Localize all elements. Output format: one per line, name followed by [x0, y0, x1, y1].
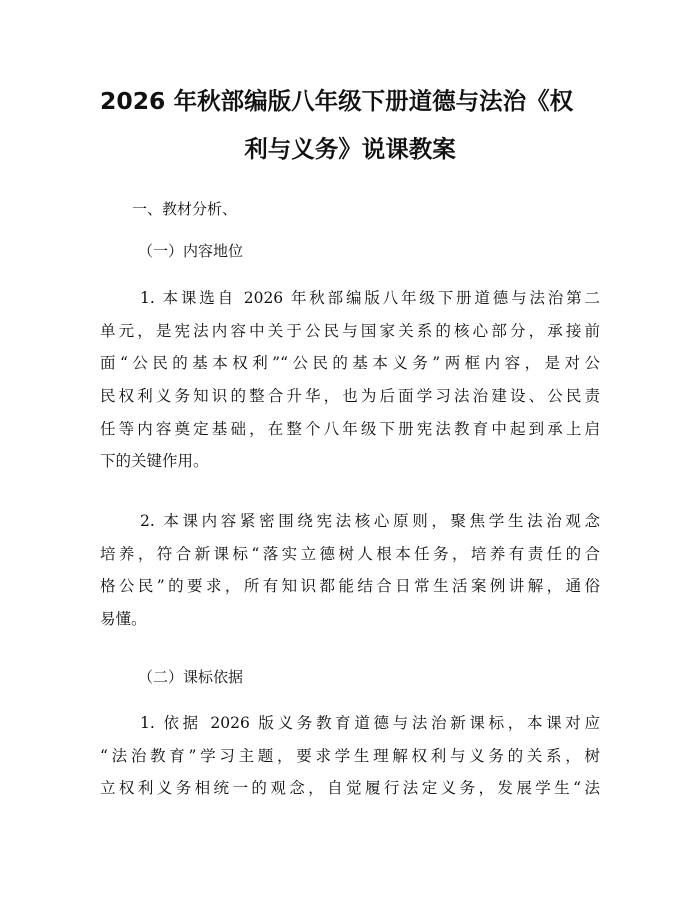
text-line: 2. 本课内容紧密围绕宪法核心原则，聚焦学生法治观念	[140, 512, 600, 530]
text-line: 培养，符合新课标“落实立德树人根本任务，培养有责任的合	[100, 544, 600, 563]
paragraph-content-position-1	[100, 282, 600, 478]
section-heading-textbook-analysis: 一、教材分析、	[132, 200, 238, 218]
document-title-line-1: 2026 年秋部编版八年级下册道德与法治《权	[100, 87, 574, 115]
text-line: 下的关键作用。	[100, 452, 209, 471]
text-line: 立权利义务相统一的观念，自觉履行法定义务，发展学生“法	[100, 779, 600, 798]
paragraph-curriculum-basis-1	[100, 707, 600, 805]
text-line: 单元，是宪法内容中关于公民与国家关系的核心部分，承接前	[100, 321, 600, 340]
text-line: 1. 本课选自 2026 年秋部编版八年级下册道德与法治第二	[140, 289, 600, 307]
text-line: 易懂。	[100, 610, 147, 629]
text-line: 面“公民的基本权利”“公民的基本义务”两框内容，是对公	[100, 354, 600, 373]
text-line: 格公民”的要求，所有知识都能结合日常生活案例讲解，通俗	[100, 577, 600, 596]
subsection-heading-curriculum-basis: （二）课标依据	[138, 668, 244, 686]
paragraph-content-position-2	[100, 505, 600, 636]
subsection-heading-content-position: （一）内容地位	[138, 242, 244, 260]
text-line: 民权利义务知识的整合升华，也为后面学习法治建设、公民责	[100, 387, 600, 406]
text-line: 1. 依据 2026 版义务教育道德与法治新课标，本课对应	[140, 714, 600, 732]
text-line: 任等内容奠定基础，在整个八年级下册宪法教育中起到承上启	[100, 419, 600, 438]
document-title-line-2: 利与义务》说课教案	[244, 135, 456, 163]
text-line: “法治教育”学习主题，要求学生理解权利与义务的关系，树	[100, 746, 600, 765]
